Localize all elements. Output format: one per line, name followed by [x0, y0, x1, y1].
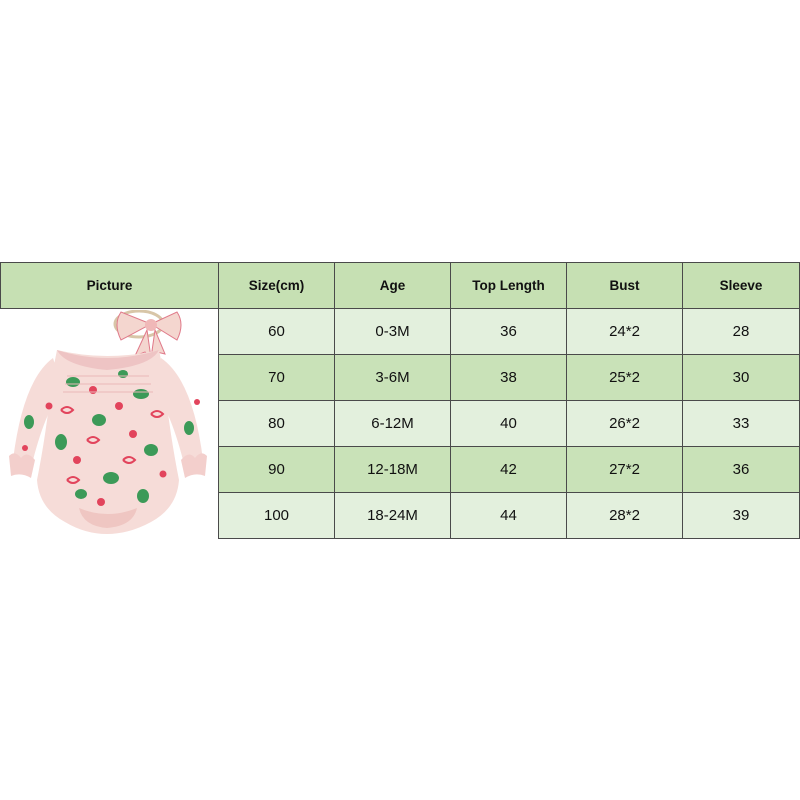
product-photo	[1, 310, 217, 538]
cell-sleeve: 36	[683, 447, 800, 493]
cell-top-length: 44	[451, 493, 567, 539]
size-chart-table	[0, 262, 800, 539]
cell-bust: 27*2	[567, 447, 683, 493]
cell-size: 90	[219, 447, 335, 493]
header-sleeve: Sleeve	[683, 263, 800, 309]
cell-size: 80	[219, 401, 335, 447]
cell-age: 12-18M	[335, 447, 451, 493]
cell-sleeve: 28	[683, 309, 800, 355]
table-row	[1, 309, 800, 355]
cell-size: 100	[219, 493, 335, 539]
cell-bust: 25*2	[567, 355, 683, 401]
cell-sleeve: 30	[683, 355, 800, 401]
cell-bust: 28*2	[567, 493, 683, 539]
cell-top-length: 42	[451, 447, 567, 493]
cell-age: 6-12M	[335, 401, 451, 447]
header-age: Age	[335, 263, 451, 309]
cell-top-length: 38	[451, 355, 567, 401]
cell-size: 70	[219, 355, 335, 401]
table-header-row	[1, 263, 800, 309]
product-picture-cell	[1, 309, 219, 539]
cell-bust: 26*2	[567, 401, 683, 447]
header-top-length: Top Length	[451, 263, 567, 309]
floral-romper-with-bow-headband-icon	[1, 310, 217, 538]
cell-sleeve: 39	[683, 493, 800, 539]
header-size: Size(cm)	[219, 263, 335, 309]
cell-age: 0-3M	[335, 309, 451, 355]
header-bust: Bust	[567, 263, 683, 309]
cell-size: 60	[219, 309, 335, 355]
cell-sleeve: 33	[683, 401, 800, 447]
cell-bust: 24*2	[567, 309, 683, 355]
cell-top-length: 36	[451, 309, 567, 355]
cell-age: 3-6M	[335, 355, 451, 401]
header-picture: Picture	[1, 263, 219, 309]
cell-age: 18-24M	[335, 493, 451, 539]
cell-top-length: 40	[451, 401, 567, 447]
